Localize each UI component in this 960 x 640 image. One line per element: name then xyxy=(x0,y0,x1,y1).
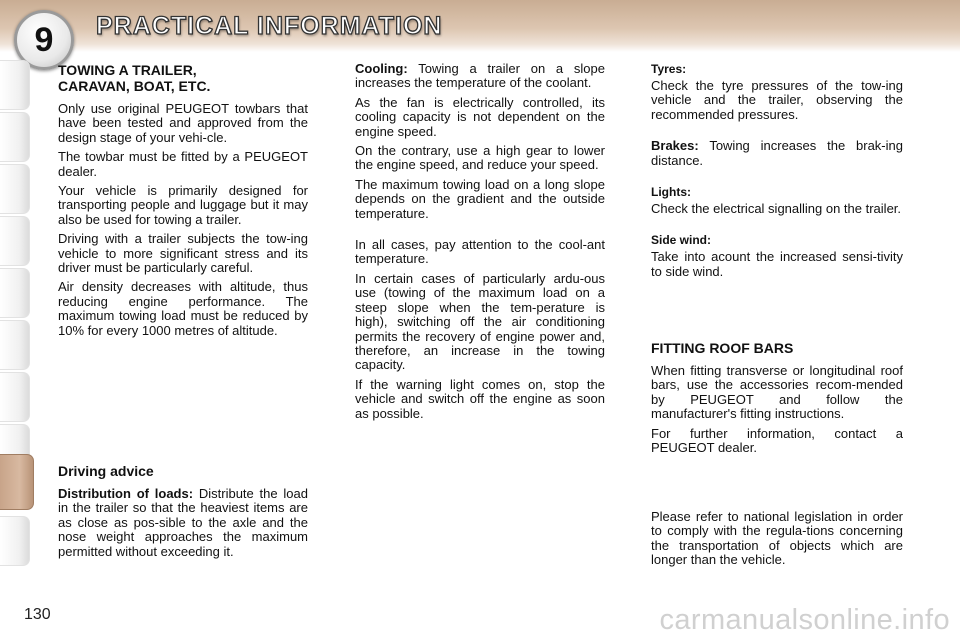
cooling-paragraph: The maximum towing load on a long slope depends on the gradient and the outside temperature. xyxy=(355,176,605,221)
cooling-section xyxy=(355,62,605,426)
brakes-text: Towing increases the brak-ing distance. xyxy=(651,138,903,168)
roof-bars-paragraph: For further information, contact a PEUGEOT dealer. xyxy=(651,425,903,456)
page-number: 130 xyxy=(24,606,51,623)
towing-title xyxy=(58,62,308,94)
cooling-label: Cooling: xyxy=(355,61,408,76)
side-wind-title: Side wind: xyxy=(651,233,711,248)
roof-bars-paragraph: When fitting transverse or longitudinal roof bars, use the accessories recom-mended by PEUGEOT and follow the manufacturer's fitting instructions. xyxy=(651,363,903,422)
cooling-paragraph: If the warning light comes on, stop the vehicle and switch off the engine as soon as possible. xyxy=(355,376,605,421)
page-title: PRACTICAL INFORMATION xyxy=(96,12,443,40)
brakes-label: Brakes: xyxy=(651,138,699,154)
chapter-tabs xyxy=(0,60,34,580)
chapter-tab-6[interactable] xyxy=(0,320,30,370)
driving-advice-section xyxy=(58,463,308,564)
distribution-text: Distribute the load in the trailer so that the heaviest items are as close as pos-sible to the axle and the nose weight approaches the maximum permitted without exceeding it. xyxy=(58,486,308,559)
lights-title: Lights: xyxy=(651,185,691,200)
chapter-tab-4[interactable] xyxy=(0,216,30,266)
chapter-tab-2[interactable] xyxy=(0,112,30,162)
chapter-tab-9-active[interactable] xyxy=(0,454,34,510)
roof-bars-title: FITTING ROOF BARS xyxy=(651,340,794,356)
towing-paragraph: Only use original PEUGEOT towbars that have been tested and approved from the design stage of your vehi-cle. xyxy=(58,101,308,145)
chapter-tab-1[interactable] xyxy=(0,60,30,110)
brakes-paragraph xyxy=(651,139,903,168)
chapter-tab-3[interactable] xyxy=(0,164,30,214)
towing-title-line2: CARAVAN, BOAT, ETC. xyxy=(58,78,211,94)
chapter-tab-10[interactable] xyxy=(0,516,30,566)
tyres-title: Tyres: xyxy=(651,62,687,76)
distribution-paragraph xyxy=(58,487,308,559)
towing-title-line1: TOWING A TRAILER, xyxy=(58,62,197,78)
chapter-tab-5[interactable] xyxy=(0,268,30,318)
driving-advice-title: Driving advice xyxy=(58,463,154,479)
lights-text: Check the electrical signalling on the trailer. xyxy=(651,201,902,217)
legislation-section xyxy=(651,510,903,573)
chapter-number-badge: 9 xyxy=(14,10,74,70)
cooling-paragraph: In certain cases of particularly ardu-ous use (towing of the maximum load on a steep slope when the tem-perature is high), switching off the air conditioning permits the recovery of engine power and, therefore, an increase in the towing capacity. xyxy=(355,270,605,373)
towing-paragraph: The towbar must be fitted by a PEUGEOT dealer. xyxy=(58,149,308,179)
towing-paragraph: Driving with a trailer subjects the tow-ing vehicle to more significant stress and its driver must be particularly careful. xyxy=(58,231,308,276)
trailer-checks-section xyxy=(651,62,903,284)
towing-paragraph: Air density decreases with altitude, thus reducing engine performance. The maximum towing load must be reduced by 10% for every 1000 metres of altitude. xyxy=(58,279,308,338)
towing-paragraph: Your vehicle is primarily designed for transporting people and luggage but it may also be used for towing a trailer. xyxy=(58,183,308,227)
cooling-intro-text: Towing a trailer on a slope increases the temperature of the coolant. xyxy=(355,61,605,91)
cooling-paragraph: In all cases, pay attention to the cool-ant temperature. xyxy=(355,237,605,267)
cooling-paragraph: As the fan is electrically controlled, its cooling capacity is not dependent on the engine speed. xyxy=(355,94,605,139)
towing-section xyxy=(58,62,308,343)
cooling-intro xyxy=(355,62,605,91)
cooling-paragraph: On the contrary, use a high gear to lower the engine speed, and reduce your speed. xyxy=(355,143,605,173)
chapter-tab-7[interactable] xyxy=(0,372,30,422)
distribution-label: Distribution of loads: xyxy=(58,486,194,501)
legislation-text: Please refer to national legislation in order to comply with the regula-tions concerning the transportation of objects which are longer than the vehicle. xyxy=(651,509,903,568)
tyres-text: Check the tyre pressures of the tow-ing vehicle and the trailer, observing the recommended pressures. xyxy=(651,78,903,122)
watermark: carmanualsonline.info xyxy=(659,604,950,636)
side-wind-text: Take into acount the increased sensi-tivity to side wind. xyxy=(651,249,903,279)
roof-bars-section xyxy=(651,340,903,460)
